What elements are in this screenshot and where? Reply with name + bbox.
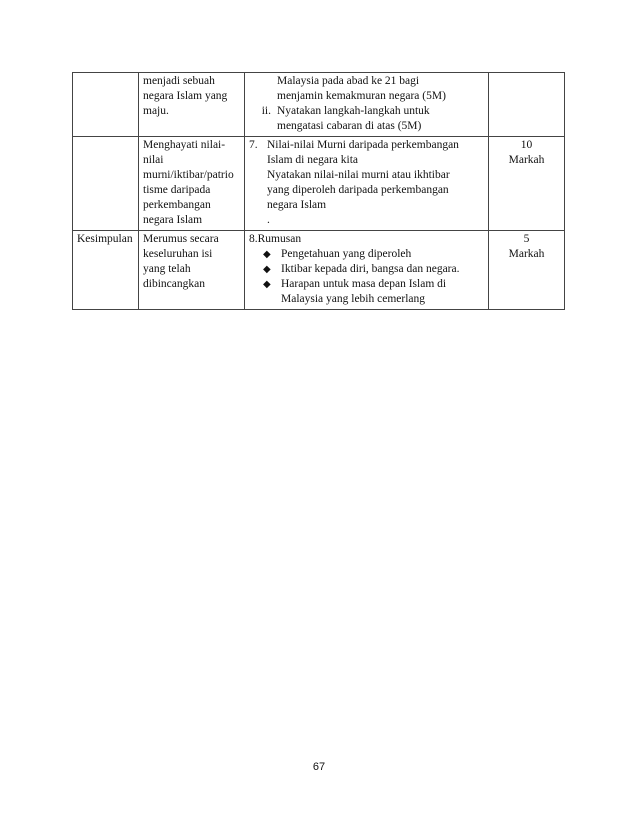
list-item-text: Pengetahuan yang diperoleh bbox=[281, 248, 412, 260]
list-item-text: Harapan untuk masa depan Islam di bbox=[281, 278, 447, 290]
question-cell bbox=[245, 231, 489, 310]
objective-line: negara Islam bbox=[143, 214, 203, 226]
objective-line: nilai bbox=[143, 154, 164, 166]
question-line: Malaysia pada abad ke 21 bagi bbox=[277, 75, 420, 87]
table-row bbox=[73, 73, 565, 137]
objective-cell bbox=[139, 137, 245, 231]
objective-line: yang telah bbox=[143, 263, 191, 275]
diamond-bullet-icon: ◆ bbox=[263, 279, 271, 290]
list-item bbox=[249, 247, 484, 262]
diamond-bullet-icon: ◆ bbox=[263, 264, 271, 275]
objective-line: menjadi sebuah bbox=[143, 75, 215, 87]
objective-line: maju. bbox=[143, 105, 169, 117]
question-line: mengatasi cabaran di atas (5M) bbox=[277, 120, 422, 132]
aspect-cell bbox=[73, 137, 139, 231]
question-cell bbox=[245, 137, 489, 231]
diamond-bullet-icon: ◆ bbox=[263, 249, 271, 260]
question-heading: 8.Rumusan bbox=[249, 233, 302, 245]
question-line: menjamin kemakmuran negara (5M) bbox=[277, 90, 446, 102]
objective-cell bbox=[139, 231, 245, 310]
question-line: yang diperoleh daripada perkembangan bbox=[267, 184, 449, 196]
aspect-cell bbox=[73, 231, 139, 310]
marks-cell bbox=[489, 73, 565, 137]
list-item-text: Iktibar kepada diri, bangsa dan negara. bbox=[281, 263, 460, 275]
question-line: Nilai-nilai Murni daripada perkembangan bbox=[267, 139, 459, 151]
objective-line: Menghayati nilai- bbox=[143, 139, 226, 151]
marks-label: Markah bbox=[508, 248, 545, 260]
question-number: ii. bbox=[261, 105, 271, 117]
page-number: 67 bbox=[312, 761, 326, 773]
marks-cell bbox=[489, 231, 565, 310]
objective-line: dibincangkan bbox=[143, 278, 205, 290]
objective-line: perkembangan bbox=[143, 199, 211, 211]
objective-cell bbox=[139, 73, 245, 137]
marks-value: 5 bbox=[523, 233, 530, 245]
marks-label: Markah bbox=[508, 154, 545, 166]
list-item-text: Malaysia yang lebih cemerlang bbox=[281, 293, 426, 305]
question-line: Nyatakan nilai-nilai murni atau ikhtibar bbox=[267, 169, 450, 181]
table-row bbox=[73, 137, 565, 231]
question-line: . bbox=[267, 214, 270, 226]
question-line: Nyatakan langkah-langkah untuk bbox=[277, 105, 430, 117]
question-line: negara Islam bbox=[267, 199, 327, 211]
objective-line: tisme daripada bbox=[143, 184, 211, 196]
question-line: Islam di negara kita bbox=[267, 154, 359, 166]
aspect-label: Kesimpulan bbox=[77, 233, 133, 245]
objective-line: negara Islam yang bbox=[143, 90, 228, 102]
marks-cell bbox=[489, 137, 565, 231]
table-row bbox=[73, 231, 565, 310]
list-item bbox=[249, 262, 484, 277]
objective-line: keseluruhan isi bbox=[143, 248, 213, 260]
question-cell bbox=[245, 73, 489, 137]
list-item bbox=[249, 277, 484, 307]
marks-value: 10 bbox=[520, 139, 533, 151]
assessment-table bbox=[72, 72, 565, 310]
question-number: 7. bbox=[249, 139, 258, 151]
objective-line: murni/iktibar/patrio bbox=[143, 169, 234, 181]
aspect-cell bbox=[73, 73, 139, 137]
objective-line: Merumus secara bbox=[143, 233, 219, 245]
